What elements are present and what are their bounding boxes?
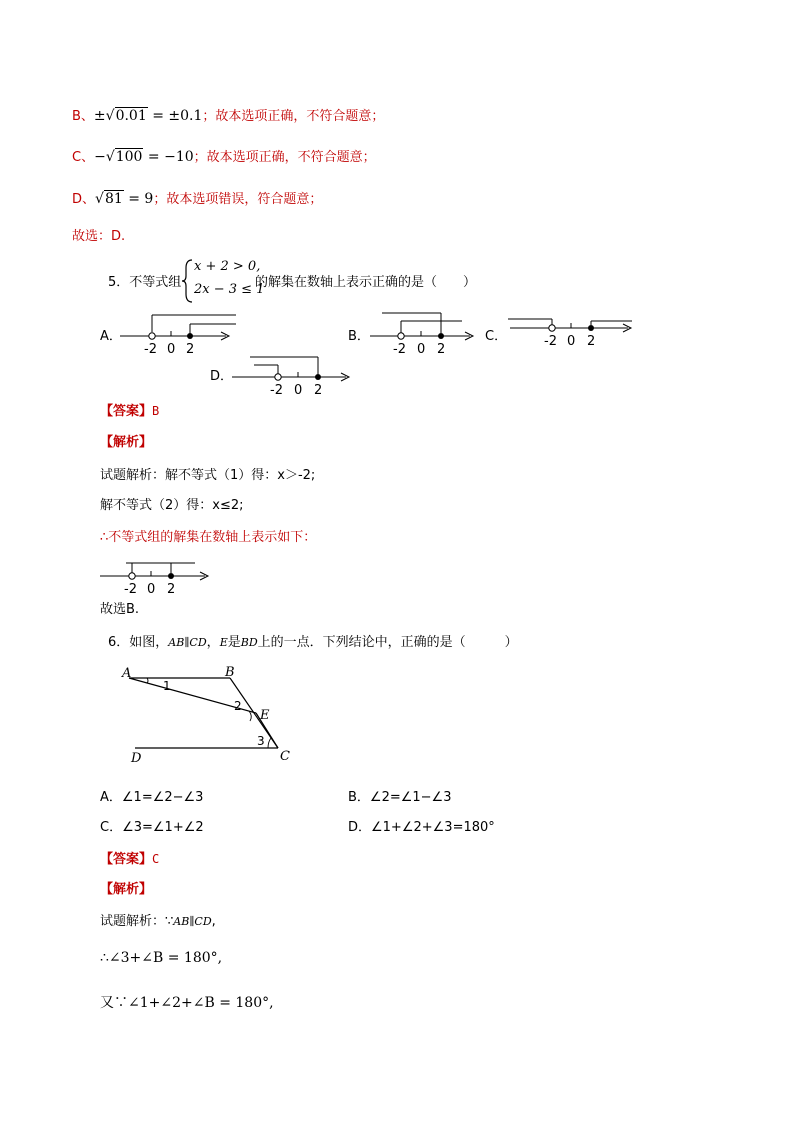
q6-number: 6． [108, 635, 130, 650]
angle-3-label: 3 [257, 734, 265, 748]
q6-stem-bd: BD [240, 636, 258, 649]
sqrt-symbol: √ [105, 108, 115, 124]
q5-step3: ∴不等式组的解集在数轴上表示如下： [100, 530, 317, 545]
q5-b-tick-0: 0 [417, 342, 426, 357]
q6-step2: ∴∠3+∠B = 180°, [100, 950, 223, 966]
q5-option-a-label: A． [100, 329, 122, 344]
point-e-label: E [260, 708, 270, 723]
option-d-radicand: 81 [104, 191, 123, 207]
sqrt-symbol: √ [95, 191, 104, 207]
q6-step1 [100, 913, 216, 931]
q6-stem-e: E [219, 636, 228, 649]
q6-option-c: C．∠3=∠1+∠2 [100, 820, 204, 835]
option-d-eq: = 9 [123, 191, 154, 207]
q6-stem-b: ， [206, 635, 220, 650]
q5-c-tick-0: 0 [567, 334, 576, 349]
option-b-eq: = ±0.1 [147, 108, 203, 124]
q5-ineq1: x + 2 > 0, [194, 259, 261, 274]
q6-option-d: D．∠1+∠2+∠3=180° [348, 820, 495, 835]
q6-step1-pre: 试题解析：∵ [100, 914, 174, 929]
answer-tag: 【答案】 [100, 404, 153, 419]
q6-option-b: B．∠2=∠1−∠3 [348, 790, 452, 805]
angle-2-label: 2 [234, 699, 242, 713]
q5-option-c-label: C． [485, 329, 508, 344]
q6-stem-parallel: ∥ [184, 636, 190, 649]
option-c-letter: C、 [72, 150, 95, 165]
q5-sol-tick-2: 2 [167, 582, 176, 597]
q5-d-tick-neg2: -2 [270, 383, 283, 398]
q5-b-tick-neg2: -2 [393, 342, 406, 357]
q6-stem-c: 是 [227, 635, 241, 650]
option-b-comment: ；故本选项正确，不符合题意； [202, 109, 385, 124]
q5-option-d-label: D． [210, 369, 234, 384]
q5-a-tick-2: 2 [186, 342, 195, 357]
q5-answer: B [152, 404, 160, 418]
q5-c-tick-neg2: -2 [544, 334, 557, 349]
answer-tag: 【答案】 [100, 852, 153, 867]
option-c-neg: − [94, 149, 106, 165]
q6-step1-parallel: ∥ [189, 915, 195, 928]
option-c-comment: ；故本选项正确，不符合题意； [193, 150, 376, 165]
point-b-label: B [225, 665, 235, 680]
q6-step1-cd: CD [194, 915, 212, 928]
q5-step1: 试题解析：解不等式（1）得：x＞-2; [100, 468, 316, 483]
q5-stem-end: 的解集在数轴上表示正确的是（ ） [255, 275, 477, 290]
q5-option-b-label: B． [348, 329, 370, 344]
option-b-radicand: 0.01 [115, 108, 147, 124]
q6-stem-a: 如图， [129, 635, 169, 650]
q6-stem-ab: AB [168, 636, 185, 649]
q5-c-tick-2: 2 [587, 334, 596, 349]
option-c-eq: = −10 [143, 149, 194, 165]
point-d-label: D [131, 751, 142, 766]
q6-option-a: A．∠1=∠2−∠3 [100, 790, 204, 805]
q5-number: 5．不等式组 [108, 275, 182, 290]
q5-a-tick-0: 0 [167, 342, 176, 357]
q5-ineq2: 2x − 3 ≤ 1 [194, 282, 265, 297]
q5-analysis-tag: 【解析】 [100, 435, 153, 450]
q6-answer-line [100, 850, 159, 869]
q6-stem-cd: CD [189, 636, 207, 649]
point-c-label: C [280, 749, 290, 764]
q5-a-tick-neg2: -2 [144, 342, 157, 357]
q5-d-tick-2: 2 [314, 383, 323, 398]
angle-1-label: 1 [163, 679, 171, 693]
q5-sol-tick-neg2: -2 [124, 582, 137, 597]
q6-stem-d: 上的一点．下列结论中，正确的是（ ） [257, 635, 518, 650]
q5-sol-tick-0: 0 [147, 582, 156, 597]
option-d-comment: ；故本选项错误，符合题意； [153, 192, 323, 207]
option-d-letter: D、 [72, 192, 96, 207]
option-c-radicand: 100 [115, 149, 143, 165]
q6-analysis-tag: 【解析】 [100, 882, 153, 897]
q5-step2: 解不等式（2）得：x≤2; [100, 498, 244, 513]
sqrt-symbol: √ [105, 149, 115, 165]
option-b-pm: ± [93, 108, 106, 124]
q4-choice: 故选：D. [72, 229, 126, 244]
q5-b-tick-2: 2 [437, 342, 446, 357]
q6-answer: C [152, 852, 160, 866]
q5-d-tick-0: 0 [294, 383, 303, 398]
q6-step3: 又∵∠1+∠2+∠B = 180°, [100, 995, 274, 1011]
q6-step1-ab: AB [173, 915, 190, 928]
q6-step1-post: , [211, 914, 216, 929]
q5-choice: 故选B. [100, 602, 140, 617]
point-a-label: A [122, 666, 132, 681]
option-b-letter: B、 [72, 109, 94, 124]
